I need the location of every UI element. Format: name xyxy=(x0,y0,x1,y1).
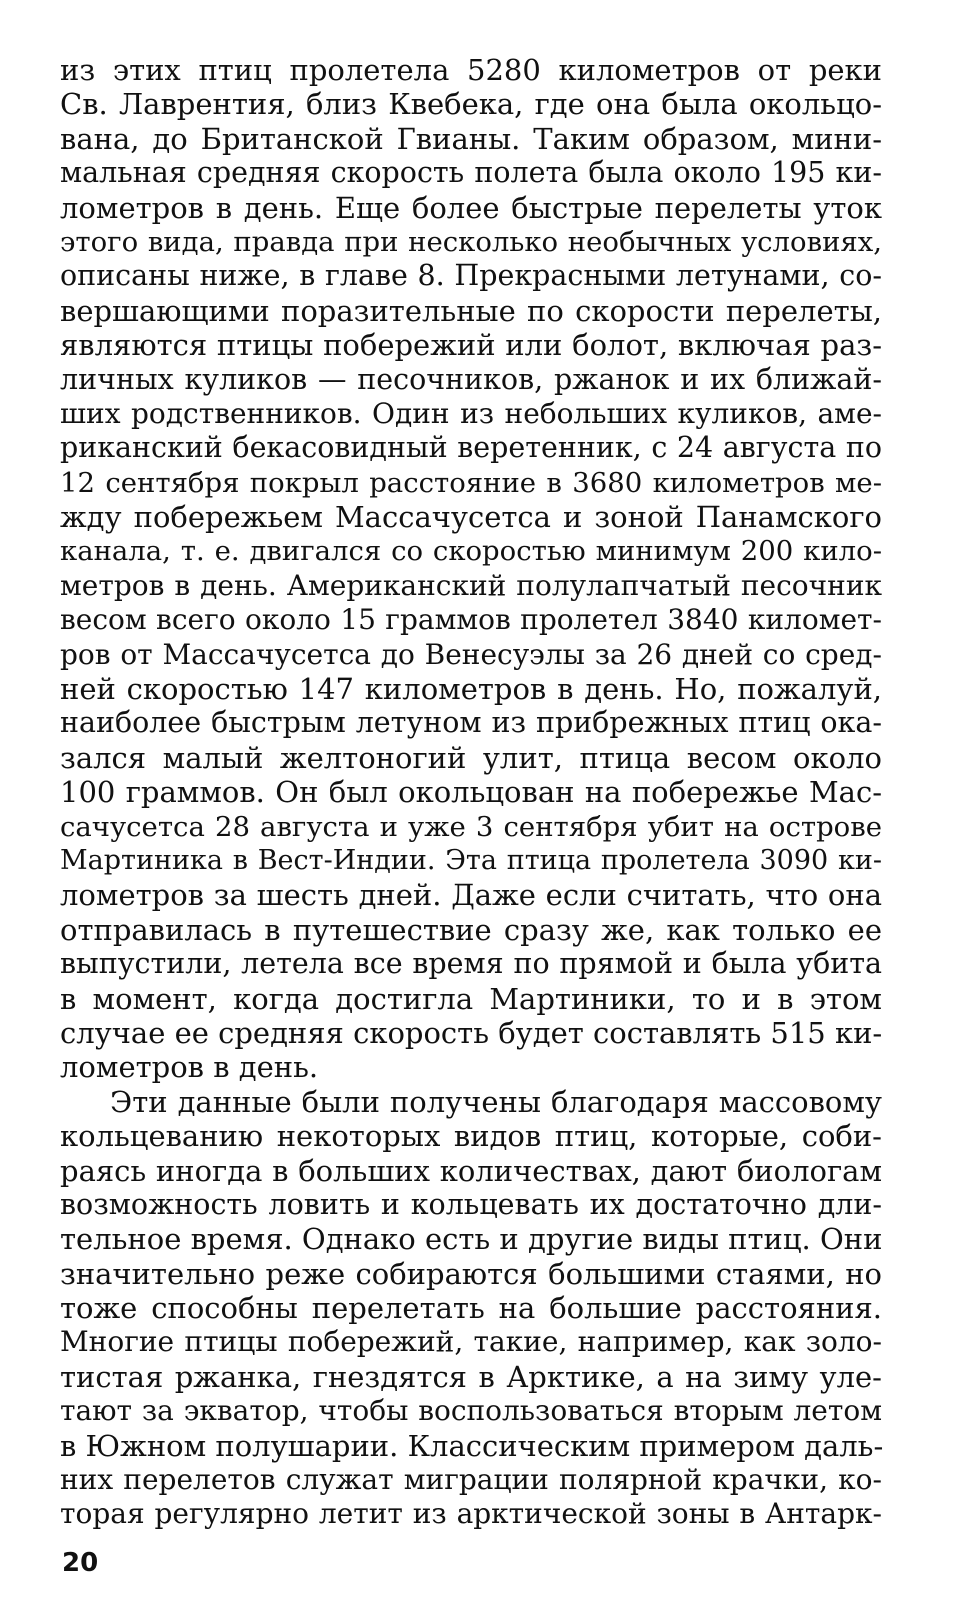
text-line: сачусетса 28 августа и уже 3 сентября убит на острове xyxy=(60,810,882,843)
text-line: вершающими поразительные по скорости перелеты, xyxy=(60,293,882,328)
text-line: зался малый желтоногий улит, птица весом около xyxy=(60,740,882,775)
text-line: возможность ловить и кольцевать их достаточно дли- xyxy=(60,1187,882,1221)
text-line: наиболее быстрым летуном из прибрежных птиц ока- xyxy=(60,706,882,740)
text-line: этого вида, правда при несколько необычных условиях, xyxy=(60,225,882,258)
text-line: отправилась в путешествие сразу же, как только ее xyxy=(60,912,882,947)
text-line: являются птицы побережий или болот, включая раз- xyxy=(60,328,882,363)
text-line: в момент, когда достигла Мартиники, то и в этом xyxy=(60,981,882,1016)
text-line: Мартиника в Вест-Индии. Эта птица пролетела 3090 ки- xyxy=(60,844,882,876)
text-line: весом всего около 15 граммов пролетел 3840 километ- xyxy=(60,603,882,637)
text-line: значительно реже собираются большими стаями, но xyxy=(60,1256,882,1291)
text-line: тельное время. Однако есть и другие виды птиц. Они xyxy=(60,1222,883,1257)
text-line: мальная средняя скорость полета была около 195 ки- xyxy=(60,156,882,190)
text-line: из этих птиц пролетела 5280 километров от реки xyxy=(60,53,882,87)
paragraph-2 xyxy=(60,1085,882,1532)
text-line: вана, до Британской Гвианы. Таким образом, мини- xyxy=(60,121,882,156)
text-line: ших родственников. Один из небольших куликов, аме- xyxy=(60,396,882,430)
text-line: выпустили, летела все время по прямой и была убита xyxy=(60,947,882,981)
page-number: 20 xyxy=(62,1548,99,1578)
text-line: риканский бекасовидный веретенник, с 24 августа по xyxy=(60,431,882,465)
text-line: случае ее средняя скорость будет составлять 515 ки- xyxy=(60,1015,883,1050)
text-line: 100 граммов. Он был окольцован на побережье Мас- xyxy=(60,775,882,810)
text-line: торая регулярно летит из арктической зоны в Антарк- xyxy=(60,1497,882,1531)
text-line: метров в день. Американский полулапчатый песочник xyxy=(60,568,882,602)
text-line: тистая ржанка, гнездятся в Арктике, а на зиму уле- xyxy=(60,1359,882,1394)
text-line: тают за экватор, чтобы воспользоваться вторым летом xyxy=(60,1394,882,1428)
text-line: тоже способны перелетать на большие расстояния. xyxy=(60,1291,882,1326)
text-line: канала, т. е. двигался со скоростью минимум 200 кило- xyxy=(60,535,882,568)
paragraph-1 xyxy=(60,53,882,1085)
text-line: 12 сентября покрыл расстояние в 3680 километров ме- xyxy=(60,466,882,499)
text-line: лометров за шесть дней. Даже если считать, что она xyxy=(60,878,882,913)
page-body xyxy=(60,53,882,1532)
text-line: Многие птицы побережий, такие, например, как золо- xyxy=(60,1325,882,1359)
text-line: кольцеванию некоторых видов птиц, которые, соби- xyxy=(60,1119,882,1154)
text-line: лометров в день. Еще более быстрые перелеты уток xyxy=(60,190,882,225)
text-line: жду побережьем Массачусетса и зоной Панамского xyxy=(60,500,882,535)
text-line: ров от Массачусетса до Венесуэлы за 26 дней со сред- xyxy=(60,637,882,671)
text-line: Св. Лаврентия, близ Квебека, где она была окольцо- xyxy=(60,87,882,122)
text-line: описаны ниже, в главе 8. Прекрасными летунами, со- xyxy=(60,259,882,293)
text-line: в Южном полушарии. Классическим примером даль- xyxy=(60,1428,884,1463)
text-line: ней скоростью 147 километров в день. Но, пожалуй, xyxy=(60,672,882,707)
text-line: раясь иногда в больших количествах, дают биологам xyxy=(60,1153,882,1188)
text-line: Эти данные были получены благодаря массовому xyxy=(110,1084,882,1119)
text-line: них перелетов служат миграции полярной крачки, ко- xyxy=(60,1463,882,1497)
text-line: личных куликов — песочников, ржанок и их ближай- xyxy=(60,362,882,396)
text-line: лометров в день. xyxy=(60,1050,319,1085)
